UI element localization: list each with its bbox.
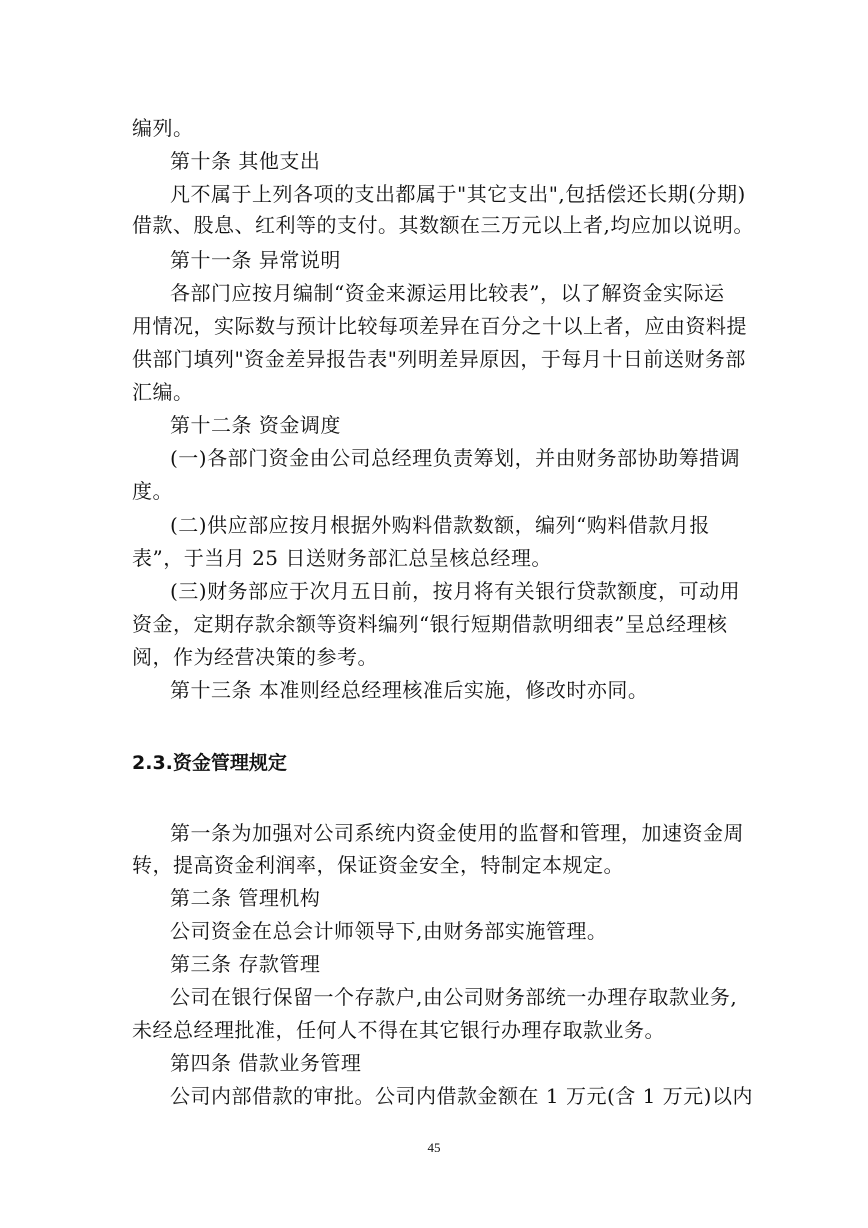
text-line: 阅，作为经营决策的参考。 — [132, 645, 378, 669]
text-line: (二)供应部应按月根据外购料借款数额，编列“购料借款月报 — [170, 513, 710, 537]
text-line: 转，提高资金利润率，保证资金安全，特制定本规定。 — [132, 853, 624, 877]
text-line: 未经总经理批准，任何人不得在其它银行办理存取款业务。 — [132, 1018, 665, 1042]
article-3-title: 第三条 存款管理 — [170, 952, 321, 976]
text-line: 用情况，实际数与预计比较每项差异在百分之十以上者，应由资料提 — [132, 314, 747, 338]
text-line: 度。 — [132, 479, 173, 503]
text-line: 第一条为加强对公司系统内资金使用的监督和管理，加速资金周 — [170, 821, 744, 845]
text-line: 表”，于当月 25 日送财务部汇总呈核总经理。 — [132, 546, 552, 570]
text-line: (三)财务部应于次月五日前，按月将有关银行贷款额度，可动用 — [170, 579, 741, 603]
text-line: 凡不属于上列各项的支出都属于"其它支出",包括偿还长期(分期) — [170, 182, 746, 206]
page-number: 45 — [427, 1140, 441, 1155]
article-11-title: 第十一条 异常说明 — [170, 248, 341, 272]
text-line: 资金，定期存款余额等资料编列“银行短期借款明细表”呈总经理核 — [132, 612, 728, 636]
article-4-title: 第四条 借款业务管理 — [170, 1051, 362, 1075]
article-13-title: 第十三条 本准则经总经理核准后实施，修改时亦同。 — [170, 678, 649, 702]
text-line: 编列。 — [132, 116, 194, 140]
article-12-title: 第十二条 资金调度 — [170, 413, 341, 437]
text-line: 供部门填列"资金差异报告表"列明差异原因，于每月十日前送财务部 — [132, 347, 746, 371]
text-line: 公司资金在总会计师领导下,由财务部实施管理。 — [170, 919, 608, 943]
article-10-title: 第十条 其他支出 — [170, 149, 321, 173]
text-line: 公司内部借款的审批。公司内借款金额在 1 万元(含 1 万元)以内 — [170, 1084, 753, 1108]
text-line: (一)各部门资金由公司总经理负责筹划，并由财务部协助筹措调 — [170, 446, 741, 470]
section-heading: 2.3.资金管理规定 — [132, 752, 287, 774]
text-line: 各部门应按月编制“资金来源运用比较表”，以了解资金实际运 — [170, 281, 725, 305]
text-line: 借款、股息、红利等的支付。其数额在三万元以上者,均应加以说明。 — [132, 213, 754, 237]
article-2-title: 第二条 管理机构 — [170, 886, 321, 910]
text-line: 汇编。 — [132, 380, 194, 404]
text-line: 公司在银行保留一个存款户,由公司财务部统一办理存取款业务, — [170, 985, 738, 1009]
